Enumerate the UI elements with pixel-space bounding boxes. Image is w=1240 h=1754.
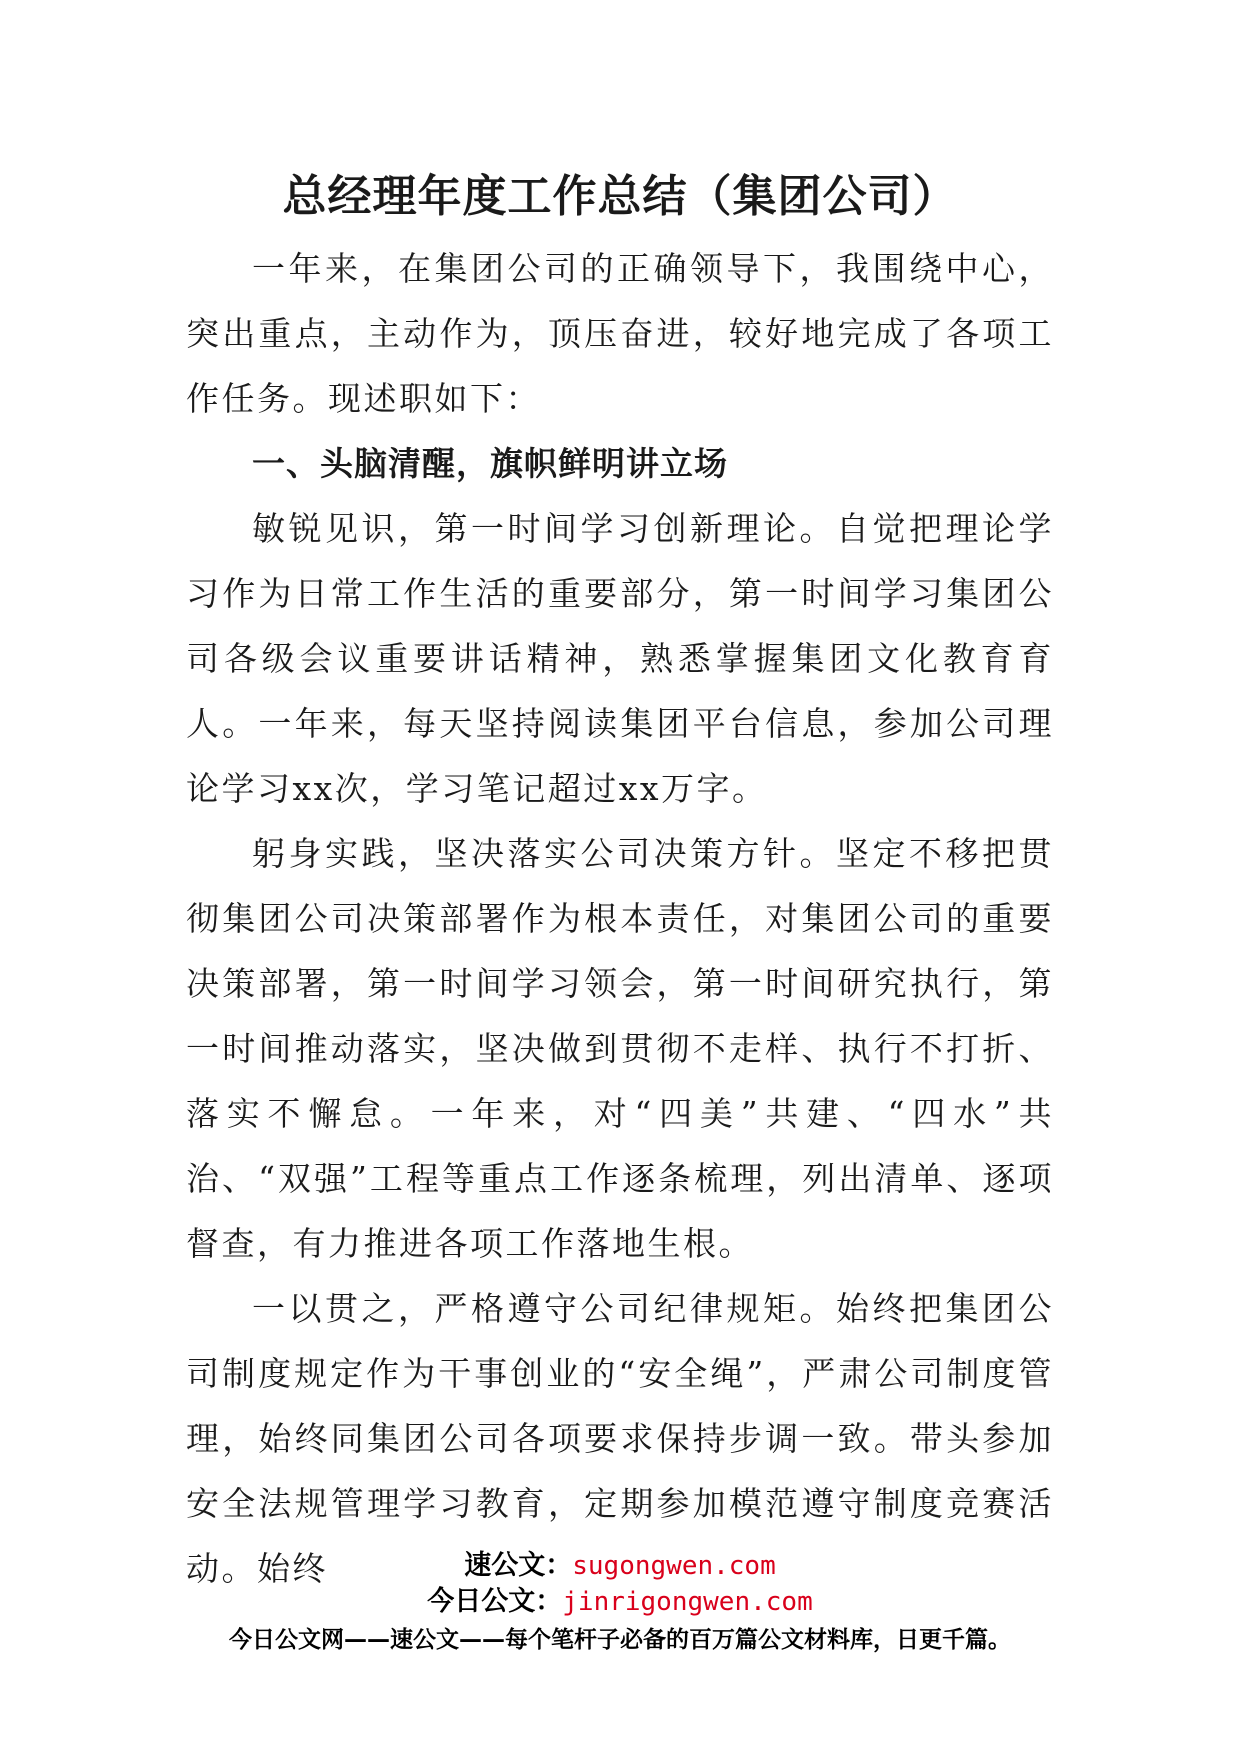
footer-label-1: 速公文： — [464, 1550, 573, 1581]
footer-watermark — [0, 1548, 1240, 1660]
footer-link-jinrigongwen[interactable]: jinrigongwen.com — [562, 1587, 813, 1617]
footer-line-2 — [0, 1584, 1240, 1620]
body-paragraph-2: 躬身实践，坚决落实公司决策方针。坚定不移把贯彻集团公司决策部署作为根本责任，对集团公司的重要决策部署，第一时间学习领会，第一时间研究执行，第一时间推动落实，坚决做到贯彻不走样、执行不打折、落实不懈怠。一年来，对“四美”共建、“四水”共治、“双强”工程等重点工作逐条梳理，列出清单、逐项督查，有力推进各项工作落地生根。 — [186, 834, 1054, 1263]
footer-slogan: 今日公文网——速公文——每个笔杆子必备的百万篇公文材料库，日更千篇。 — [229, 1627, 1011, 1653]
footer-label-2: 今日公文： — [427, 1586, 563, 1617]
intro-paragraph: 一年来，在集团公司的正确领导下，我围绕中心，突出重点，主动作为，顶压奋进，较好地完成了各项工作任务。现述职如下： — [186, 249, 1054, 418]
section-heading: 一、头脑清醒，旗帜鲜明讲立场 — [252, 444, 728, 483]
body-paragraph-1: 敏锐见识，第一时间学习创新理论。自觉把理论学习作为日常工作生活的重要部分，第一时间学习集团公司各级会议重要讲话精神，熟悉掌握集团文化教育育人。一年来，每天坚持阅读集团平台信息，参加公司理论学习xx次，学习笔记超过xx万字。 — [186, 509, 1054, 808]
footer-link-sugongwen[interactable]: sugongwen.com — [572, 1551, 776, 1581]
body-paragraph-3: 一以贯之，严格遵守公司纪律规矩。始终把集团公司制度规定作为干事创业的“安全绳”，严肃公司制度管理，始终同集团公司各项要求保持步调一致。带头参加安全法规管理学习教育，定期参加模范遵守制度竞赛活动。始终 — [186, 1289, 1054, 1588]
footer-line-1 — [0, 1548, 1240, 1584]
document-body — [186, 236, 1054, 1601]
document-title: 总经理年度工作总结（集团公司） — [282, 171, 958, 222]
